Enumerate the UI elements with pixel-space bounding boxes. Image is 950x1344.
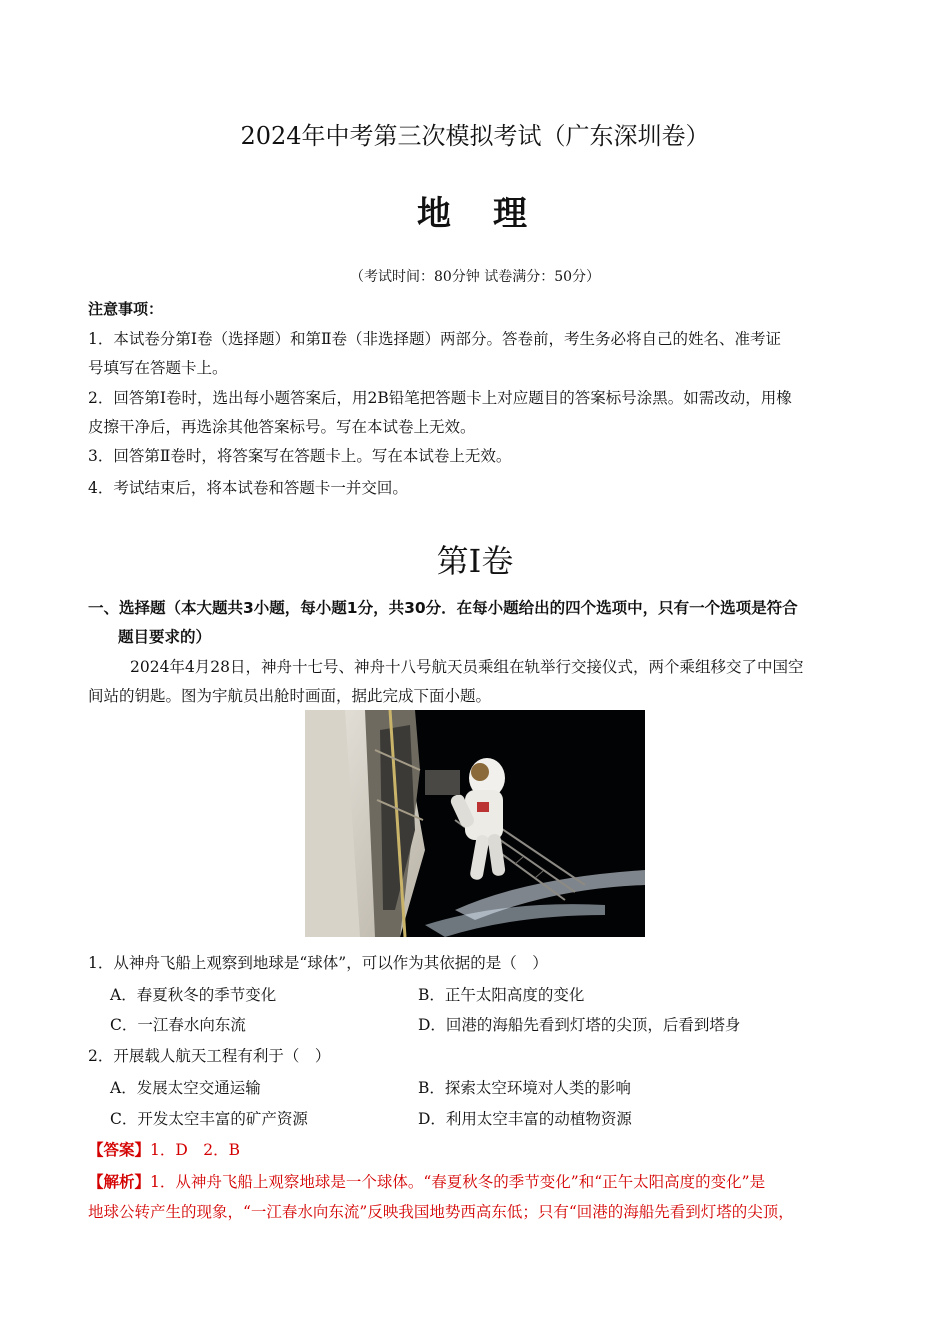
analysis-line [88,1170,765,1192]
question-1-stem: 1．从神舟飞船上观察到地球是“球体”，可以作为其依据的是（ ） [88,954,548,972]
question-section-heading-cont: 题目要求的） [118,628,212,646]
question-section-heading: 一、选择题（本大题共3小题，每小题1分，共30分．在每小题给出的四个选项中，只有一个选项是符合 [88,599,798,617]
subject-title [0,186,950,235]
question-1-option-b: B．正午太阳高度的变化 [418,986,585,1004]
astronaut-photo [305,710,645,937]
subject-char-1: 地 [417,194,457,234]
answer-text: 1．D 2．B [150,1141,241,1159]
answer-label: 【答案】 [88,1140,151,1159]
question-2-option-a: A．发展太空交通运输 [110,1079,261,1097]
question-1-option-a: A．春夏秋冬的季节变化 [110,986,277,1004]
analysis-label: 【解析】 [88,1172,151,1191]
intro-text: 间站的钥匙。图为宇航员出舱时画面，据此完成下面小题。 [88,687,492,705]
subject-char-2: 理 [493,194,533,234]
notice-line: 1．本试卷分第Ⅰ卷（选择题）和第Ⅱ卷（非选择题）两部分。答卷前，考生务必将自己的姓名、准考证 [88,330,782,348]
exam-title: 2024年中考第三次模拟考试（广东深圳卷） [240,122,710,150]
notice-line: 3．回答第Ⅱ卷时，将答案写在答题卡上。写在本试卷上无效。 [88,447,512,465]
notice-heading: 注意事项： [88,300,164,318]
question-1-option-d: D．回港的海船先看到灯塔的尖顶，后看到塔身 [418,1016,741,1034]
analysis-text: 1．从神舟飞船上观察地球是一个球体。“春夏秋冬的季节变化”和“正午太阳高度的变化”是 [150,1173,766,1191]
answer-line [88,1138,240,1160]
notice-line: 皮擦干净后，再选涂其他答案标号。写在本试卷上无效。 [88,418,476,436]
analysis-text-cont: 地球公转产生的现象，“一江春水向东流”反映我国地势西高东低；只有“回港的海船先看到灯塔的尖顶， [88,1203,794,1221]
notice-line: 2．回答第Ⅰ卷时，选出每小题答案后，用2B铅笔把答题卡上对应题目的答案标号涂黑。如需改动，用橡 [88,389,792,407]
question-1-option-c: C．一江春水向东流 [110,1016,246,1034]
question-2-option-c: C．开发太空丰富的矿产资源 [110,1110,308,1128]
section-title: 第Ⅰ卷 [436,542,514,580]
notice-line: 4．考试结束后，将本试卷和答题卡一并交回。 [88,479,408,497]
question-2-option-d: D．利用太空丰富的动植物资源 [418,1110,632,1128]
exam-info: （考试时间：80分钟 试卷满分：50分） [349,269,601,285]
notice-line: 号填写在答题卡上。 [88,359,228,377]
question-2-stem: 2．开展载人航天工程有利于（ ） [88,1047,331,1065]
question-2-option-b: B．探索太空环境对人类的影响 [418,1079,631,1097]
intro-text: 2024年4月28日，神舟十七号、神舟十八号航天员乘组在轨举行交接仪式，两个乘组移交了中国空 [130,658,804,676]
